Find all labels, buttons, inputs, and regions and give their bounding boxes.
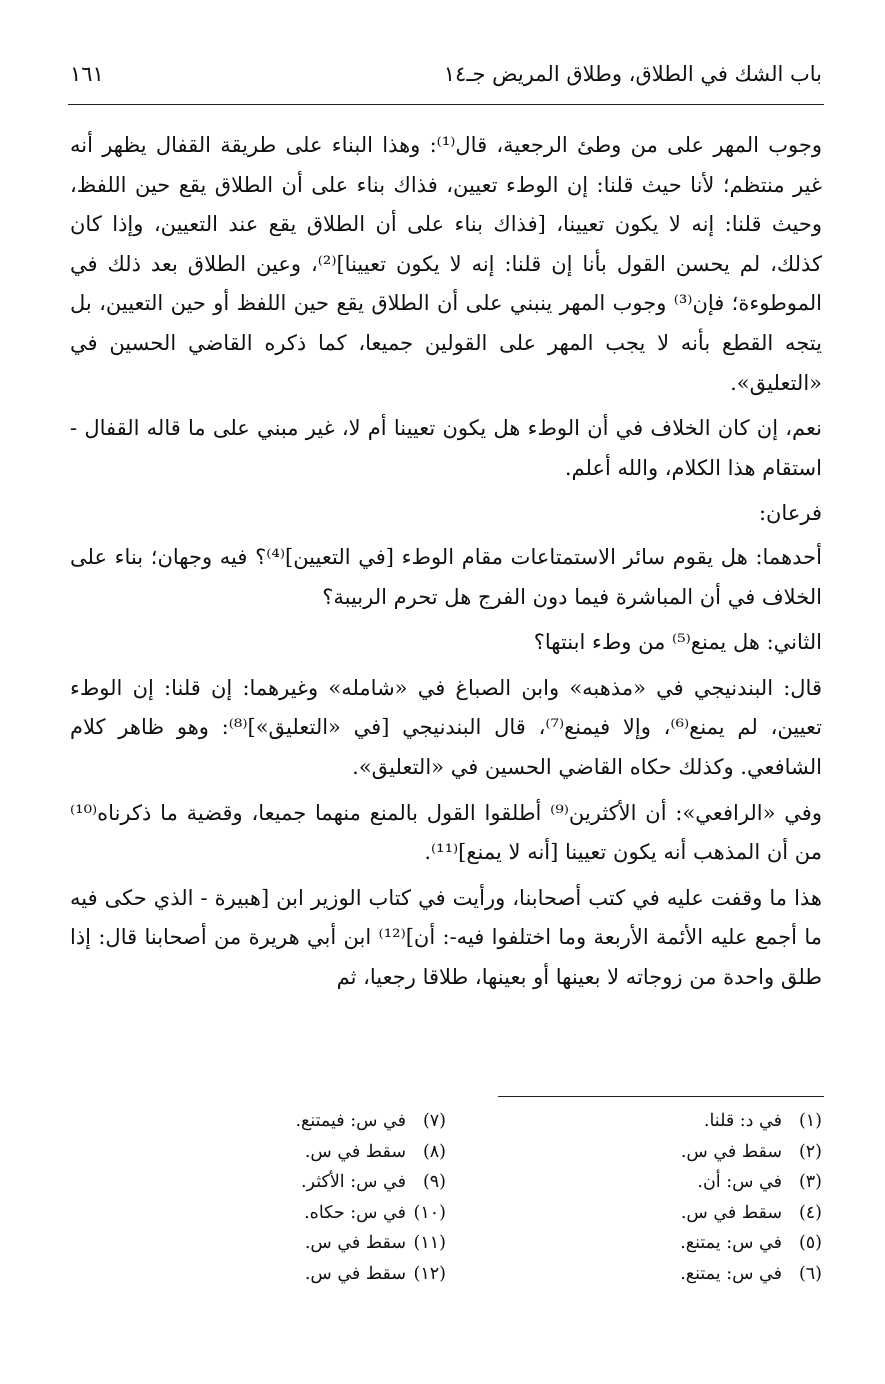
footnotes-right-column bbox=[446, 1106, 822, 1289]
paragraph: وفي «الرافعي»: أن الأكثرين⁽⁹⁾ أطلقوا القول بالمنع منهما جميعا، وقضية ما ذكرناه⁽¹⁰⁾ من أن المذهب أنه يكون تعيينا [أنه لا يمنع]⁽¹¹⁾. bbox=[70, 800, 822, 865]
footnote-text: في س: أن. bbox=[697, 1172, 782, 1192]
footnote-text: في د: قلنا. bbox=[703, 1111, 782, 1131]
footnote-number: (٥) bbox=[798, 1233, 822, 1253]
paragraph: نعم، إن كان الخلاف في أن الوطء هل يكون تعيينا أم لا، غير مبني على ما قاله القفال - استقام هذا الكلام، والله أعلم. bbox=[70, 416, 822, 480]
footnote-number: (١) bbox=[798, 1111, 822, 1131]
page-number: ١٦١ bbox=[70, 62, 104, 86]
footnote-text: سقط في س. bbox=[304, 1263, 406, 1284]
footnote-number: (٨) bbox=[422, 1141, 446, 1162]
footnote-number: (٢) bbox=[798, 1141, 822, 1162]
footnote-text: سقط في س. bbox=[304, 1233, 406, 1253]
footnote bbox=[70, 1167, 446, 1198]
footnote-text: في س: يمتنع. bbox=[680, 1233, 782, 1253]
footnote bbox=[446, 1198, 822, 1229]
footnote bbox=[446, 1228, 822, 1259]
footnote-text: في س: الأكثر. bbox=[300, 1172, 406, 1192]
footnote-text: في س: يمتنع. bbox=[680, 1263, 782, 1284]
running-header bbox=[70, 62, 822, 86]
footnote-number: (١١) bbox=[413, 1233, 446, 1253]
footnote bbox=[446, 1167, 822, 1198]
paragraph: قال: البندنيجي في «مذهبه» وابن الصباغ في «شامله» وغيرهما: إن قلنا: إن الوطء تعيين، لم يمنع⁽⁶⁾، وإلا فيمنع⁽⁷⁾، قال البندنيجي [في «التعليق»]⁽⁸⁾: وهو ظاهر كلام الشافعي. وكذلك حكاه القاضي الحسين في «التعليق». bbox=[70, 675, 822, 779]
footnote-text: في س: حكاه. bbox=[304, 1202, 406, 1223]
paragraph: وجوب المهر على من وطئ الرجعية، قال⁽¹⁾: وهذا البناء على طريقة القفال يظهر أنه غير منتظم؛ لأنا حيث قلنا: إن الوطء تعيين، فذاك بناء على أن الطلاق يقع حين اللفظ، وحيث قلنا: إنه لا يكون تعيينا، [فذاك بناء على أن الطلاق يقع عند التعيين، وإذا كان كذلك، لم يحسن القول بأنا إن قلنا: إنه لا يكون تعيينا]⁽²⁾، وعين الطلاق بعد ذلك في الموطوءة؛ فإن⁽³⁾ وجوب المهر ينبني على أن الطلاق يقع حين اللفظ أو حين التعيين، بل يتجه القطع بأنه لا يجب المهر على القولين جميعا، كما ذكره القاضي الحسين في «التعليق». bbox=[70, 133, 823, 395]
paragraph: أحدهما: هل يقوم سائر الاستمتاعات مقام الوطء [في التعيين]⁽⁴⁾؟ فيه وجهان؛ بناء على الخلاف في أن المباشرة فيما دون الفرج هل تحرم الربيبة؟ bbox=[70, 544, 822, 609]
footnote bbox=[446, 1259, 822, 1290]
footnote-divider bbox=[498, 1096, 824, 1097]
footnote bbox=[70, 1259, 446, 1290]
paragraph: الثاني: هل يمنع⁽⁵⁾ من وطء ابنتها؟ bbox=[533, 630, 822, 655]
footnote bbox=[446, 1106, 822, 1137]
header-title: باب الشك في الطلاق، وطلاق المريض جـ١٤ bbox=[443, 62, 822, 86]
section-label: فرعان: bbox=[758, 501, 822, 526]
header-divider bbox=[68, 104, 824, 105]
footnote-text: سقط في س. bbox=[680, 1202, 782, 1223]
paragraph: هذا ما وقفت عليه في كتب أصحابنا، ورأيت في كتاب الوزير ابن [هبيرة - الذي حكى فيه ما أجمع عليه الأئمة الأربعة وما اختلفوا فيه-: أن]⁽¹²⁾ ابن أبي هريرة من أصحابنا قال: إذا طلق واحدة من زوجاته لا بعينها أو بعينها، طلاقا رجعيا، ثم bbox=[70, 885, 822, 989]
footnote-text: سقط في س. bbox=[304, 1141, 406, 1162]
footnote bbox=[70, 1106, 446, 1137]
footnote-text: في س: فيمتنع. bbox=[295, 1111, 406, 1131]
footnote bbox=[70, 1137, 446, 1168]
footnote-number: (٤) bbox=[798, 1202, 822, 1223]
footnote bbox=[70, 1228, 446, 1259]
footnote-number: (٦) bbox=[798, 1263, 822, 1284]
footnotes-left-column bbox=[70, 1106, 446, 1289]
footnote-text: سقط في س. bbox=[680, 1141, 782, 1162]
footnote-number: (٩) bbox=[422, 1172, 446, 1192]
footnote-number: (٣) bbox=[798, 1172, 822, 1192]
footnote bbox=[70, 1198, 446, 1229]
footnote bbox=[446, 1137, 822, 1168]
footnotes bbox=[70, 1106, 822, 1289]
main-text bbox=[70, 126, 822, 1003]
footnote-number: (١٠) bbox=[413, 1202, 446, 1223]
footnote-number: (٧) bbox=[422, 1111, 446, 1131]
footnote-number: (١٢) bbox=[413, 1263, 446, 1284]
